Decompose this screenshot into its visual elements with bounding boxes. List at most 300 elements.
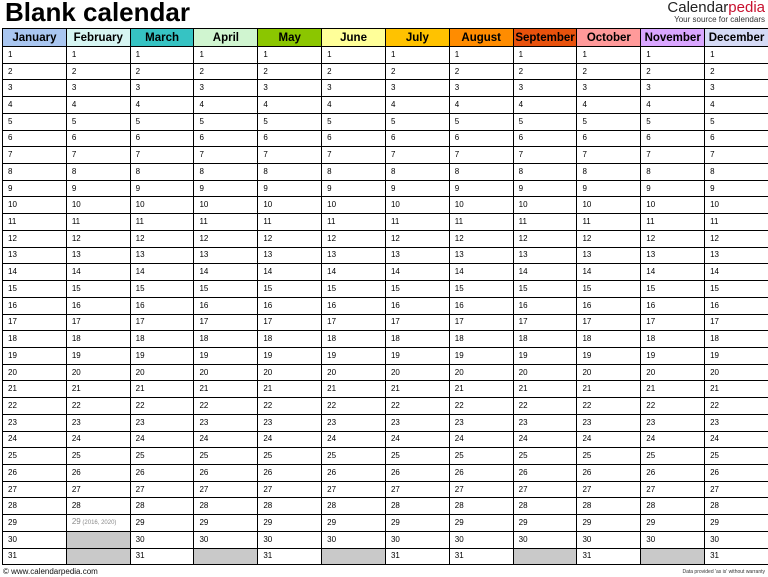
day-cell: 22 [258, 398, 322, 415]
empty-day-cell [66, 548, 130, 565]
day-cell: 23 [577, 414, 641, 431]
day-cell: 4 [194, 97, 258, 114]
day-cell: 11 [513, 214, 577, 231]
day-cell: 17 [577, 314, 641, 331]
day-cell: 2 [577, 63, 641, 80]
day-cell: 20 [513, 364, 577, 381]
day-cell: 19 [705, 347, 768, 364]
day-cell: 1 [194, 47, 258, 64]
page-title: Blank calendar [5, 0, 190, 27]
day-cell: 17 [66, 314, 130, 331]
day-cell: 28 [385, 498, 449, 515]
day-cell: 25 [66, 448, 130, 465]
table-row [3, 381, 768, 398]
day-cell: 16 [322, 297, 386, 314]
day-cell: 20 [194, 364, 258, 381]
day-cell: 2 [385, 63, 449, 80]
day-cell: 28 [3, 498, 67, 515]
day-cell: 25 [322, 448, 386, 465]
day-cell: 22 [3, 398, 67, 415]
day-cell: 31 [705, 548, 768, 565]
day-cell: 6 [577, 130, 641, 147]
day-cell: 2 [3, 63, 67, 80]
day-cell: 7 [641, 147, 705, 164]
day-cell: 30 [258, 531, 322, 548]
day-cell: 25 [577, 448, 641, 465]
day-cell: 22 [449, 398, 513, 415]
calendar-body [3, 47, 768, 565]
day-cell: 9 [194, 180, 258, 197]
day-cell: 17 [385, 314, 449, 331]
day-cell: 12 [194, 230, 258, 247]
day-cell: 10 [641, 197, 705, 214]
table-row [3, 63, 768, 80]
day-cell: 3 [577, 80, 641, 97]
day-cell: 29 [577, 515, 641, 532]
day-cell: 25 [194, 448, 258, 465]
day-cell: 6 [385, 130, 449, 147]
day-cell: 26 [449, 464, 513, 481]
day-cell: 22 [705, 398, 768, 415]
table-row [3, 113, 768, 130]
day-cell: 18 [577, 331, 641, 348]
day-cell: 3 [705, 80, 768, 97]
day-cell: 25 [258, 448, 322, 465]
day-cell: 12 [3, 230, 67, 247]
day-cell: 19 [385, 347, 449, 364]
day-cell: 25 [705, 448, 768, 465]
day-cell: 20 [385, 364, 449, 381]
day-cell: 18 [322, 331, 386, 348]
day-cell: 5 [449, 113, 513, 130]
day-cell: 23 [513, 414, 577, 431]
day-cell: 27 [705, 481, 768, 498]
day-cell: 22 [513, 398, 577, 415]
day-cell: 15 [705, 281, 768, 298]
day-cell: 7 [322, 147, 386, 164]
day-cell: 5 [194, 113, 258, 130]
day-cell: 7 [513, 147, 577, 164]
day-cell: 15 [513, 281, 577, 298]
day-cell: 7 [577, 147, 641, 164]
day-cell: 6 [513, 130, 577, 147]
leap-year-note: (2016, 2020) [80, 520, 117, 527]
day-cell: 3 [385, 80, 449, 97]
day-cell: 5 [3, 113, 67, 130]
day-cell: 5 [130, 113, 194, 130]
day-cell: 9 [705, 180, 768, 197]
day-cell: 22 [322, 398, 386, 415]
day-cell: 19 [513, 347, 577, 364]
day-cell: 19 [194, 347, 258, 364]
calendar-table [2, 28, 768, 565]
day-cell: 14 [577, 264, 641, 281]
day-cell: 23 [194, 414, 258, 431]
day-cell: 12 [385, 230, 449, 247]
day-cell: 4 [258, 97, 322, 114]
table-row [3, 164, 768, 181]
day-cell: 4 [705, 97, 768, 114]
day-cell: 17 [449, 314, 513, 331]
day-cell: 14 [449, 264, 513, 281]
table-row [3, 331, 768, 348]
day-cell: 28 [513, 498, 577, 515]
day-cell: 23 [641, 414, 705, 431]
day-cell: 2 [513, 63, 577, 80]
day-cell: 3 [3, 80, 67, 97]
table-row [3, 80, 768, 97]
day-cell: 19 [322, 347, 386, 364]
day-cell: 20 [322, 364, 386, 381]
brand-logo[interactable] [667, 0, 765, 25]
day-cell: 15 [194, 281, 258, 298]
day-cell: 28 [641, 498, 705, 515]
day-cell: 9 [513, 180, 577, 197]
month-header-july: July [385, 29, 449, 47]
day-cell: 14 [322, 264, 386, 281]
day-cell: 8 [641, 164, 705, 181]
day-cell: 21 [194, 381, 258, 398]
day-cell: 10 [194, 197, 258, 214]
day-cell: 1 [322, 47, 386, 64]
day-cell: 27 [577, 481, 641, 498]
day-cell: 6 [258, 130, 322, 147]
day-cell: 30 [641, 531, 705, 548]
day-cell: 4 [385, 97, 449, 114]
day-cell: 24 [513, 431, 577, 448]
day-cell: 17 [641, 314, 705, 331]
day-cell: 17 [130, 314, 194, 331]
day-cell: 1 [641, 47, 705, 64]
day-cell: 3 [66, 80, 130, 97]
day-cell: 21 [449, 381, 513, 398]
day-cell: 30 [705, 531, 768, 548]
day-cell: 4 [513, 97, 577, 114]
month-header-january: January [3, 29, 67, 47]
day-cell: 28 [705, 498, 768, 515]
table-row [3, 364, 768, 381]
day-cell: 21 [258, 381, 322, 398]
day-cell: 6 [130, 130, 194, 147]
day-cell: 10 [66, 197, 130, 214]
day-cell: 13 [641, 247, 705, 264]
day-cell: 1 [449, 47, 513, 64]
day-cell: 29 [322, 515, 386, 532]
day-cell: 21 [513, 381, 577, 398]
day-cell: 25 [641, 448, 705, 465]
table-row [3, 531, 768, 548]
day-cell: 9 [3, 180, 67, 197]
day-cell: 4 [641, 97, 705, 114]
day-cell: 7 [705, 147, 768, 164]
day-cell: 16 [258, 297, 322, 314]
day-cell: 2 [66, 63, 130, 80]
day-cell: 1 [577, 47, 641, 64]
day-cell: 13 [449, 247, 513, 264]
day-cell: 15 [322, 281, 386, 298]
day-cell: 5 [66, 113, 130, 130]
day-cell: 6 [3, 130, 67, 147]
day-cell: 9 [322, 180, 386, 197]
day-cell: 8 [705, 164, 768, 181]
empty-day-cell [194, 548, 258, 565]
month-header-october: October [577, 29, 641, 47]
day-cell: 25 [385, 448, 449, 465]
day-cell: 29 (2016, 2020) [66, 515, 130, 532]
day-cell: 20 [3, 364, 67, 381]
day-cell: 19 [258, 347, 322, 364]
day-cell: 30 [322, 531, 386, 548]
day-cell: 23 [66, 414, 130, 431]
day-cell: 12 [322, 230, 386, 247]
day-cell: 9 [66, 180, 130, 197]
day-cell: 16 [705, 297, 768, 314]
day-cell: 13 [3, 247, 67, 264]
day-cell: 7 [3, 147, 67, 164]
day-cell: 30 [385, 531, 449, 548]
month-header-november: November [641, 29, 705, 47]
day-cell: 27 [322, 481, 386, 498]
day-cell: 23 [322, 414, 386, 431]
day-cell: 1 [513, 47, 577, 64]
day-cell: 28 [322, 498, 386, 515]
day-cell: 28 [449, 498, 513, 515]
day-cell: 18 [3, 331, 67, 348]
day-cell: 16 [449, 297, 513, 314]
day-cell: 27 [194, 481, 258, 498]
day-cell: 1 [705, 47, 768, 64]
table-row [3, 214, 768, 231]
day-cell: 23 [130, 414, 194, 431]
day-cell: 13 [385, 247, 449, 264]
day-cell: 4 [322, 97, 386, 114]
day-cell: 11 [705, 214, 768, 231]
day-cell: 27 [513, 481, 577, 498]
day-cell: 23 [3, 414, 67, 431]
day-cell: 22 [66, 398, 130, 415]
day-cell: 6 [66, 130, 130, 147]
day-cell: 21 [385, 381, 449, 398]
table-row [3, 314, 768, 331]
day-cell: 30 [513, 531, 577, 548]
day-cell: 25 [513, 448, 577, 465]
day-cell: 2 [194, 63, 258, 80]
day-cell: 20 [258, 364, 322, 381]
day-cell: 7 [194, 147, 258, 164]
day-cell: 17 [513, 314, 577, 331]
day-cell: 2 [641, 63, 705, 80]
table-row [3, 264, 768, 281]
day-cell: 19 [66, 347, 130, 364]
empty-day-cell [66, 531, 130, 548]
day-cell: 24 [130, 431, 194, 448]
day-cell: 28 [258, 498, 322, 515]
table-row [3, 247, 768, 264]
day-cell: 15 [449, 281, 513, 298]
day-cell: 15 [641, 281, 705, 298]
day-cell: 21 [66, 381, 130, 398]
day-cell: 18 [449, 331, 513, 348]
day-cell: 6 [322, 130, 386, 147]
table-row [3, 281, 768, 298]
day-cell: 15 [385, 281, 449, 298]
day-cell: 1 [3, 47, 67, 64]
brand-tagline: Your source for calendars [674, 15, 765, 24]
day-cell: 26 [130, 464, 194, 481]
day-cell: 31 [130, 548, 194, 565]
brand-name [667, 0, 765, 15]
day-cell: 3 [322, 80, 386, 97]
table-row [3, 180, 768, 197]
table-row [3, 548, 768, 565]
day-cell: 13 [705, 247, 768, 264]
day-cell: 25 [3, 448, 67, 465]
day-cell: 27 [3, 481, 67, 498]
table-row [3, 398, 768, 415]
day-cell: 30 [3, 531, 67, 548]
day-cell: 6 [705, 130, 768, 147]
empty-day-cell [641, 548, 705, 565]
day-cell: 27 [385, 481, 449, 498]
day-cell: 22 [577, 398, 641, 415]
day-cell: 30 [449, 531, 513, 548]
day-cell: 9 [577, 180, 641, 197]
day-cell: 5 [641, 113, 705, 130]
table-row [3, 97, 768, 114]
day-cell: 24 [194, 431, 258, 448]
day-cell: 6 [641, 130, 705, 147]
day-cell: 18 [130, 331, 194, 348]
day-cell: 15 [3, 281, 67, 298]
day-cell: 5 [513, 113, 577, 130]
day-cell: 3 [449, 80, 513, 97]
table-row [3, 498, 768, 515]
day-cell: 16 [194, 297, 258, 314]
day-cell: 29 [705, 515, 768, 532]
day-cell: 7 [130, 147, 194, 164]
day-cell: 4 [577, 97, 641, 114]
month-header-february: February [66, 29, 130, 47]
day-cell: 26 [577, 464, 641, 481]
day-cell: 12 [130, 230, 194, 247]
day-cell: 11 [3, 214, 67, 231]
day-cell: 14 [705, 264, 768, 281]
day-cell: 14 [194, 264, 258, 281]
day-cell: 20 [66, 364, 130, 381]
day-cell: 18 [385, 331, 449, 348]
day-cell: 3 [641, 80, 705, 97]
day-cell: 14 [641, 264, 705, 281]
day-cell: 6 [194, 130, 258, 147]
day-cell: 8 [513, 164, 577, 181]
day-cell: 20 [130, 364, 194, 381]
day-cell: 30 [577, 531, 641, 548]
day-cell: 2 [705, 63, 768, 80]
brand-name-part2: pedia [728, 0, 765, 16]
day-cell: 30 [130, 531, 194, 548]
day-cell: 3 [513, 80, 577, 97]
day-cell: 16 [641, 297, 705, 314]
day-cell: 10 [449, 197, 513, 214]
day-cell: 14 [258, 264, 322, 281]
day-cell: 14 [130, 264, 194, 281]
day-cell: 15 [130, 281, 194, 298]
day-cell: 24 [641, 431, 705, 448]
day-cell: 28 [130, 498, 194, 515]
table-row [3, 448, 768, 465]
day-cell: 8 [577, 164, 641, 181]
day-cell: 21 [130, 381, 194, 398]
day-cell: 5 [705, 113, 768, 130]
day-cell: 16 [513, 297, 577, 314]
day-cell: 11 [449, 214, 513, 231]
day-cell: 10 [513, 197, 577, 214]
day-cell: 14 [66, 264, 130, 281]
day-cell: 29 [513, 515, 577, 532]
day-cell: 12 [705, 230, 768, 247]
day-cell: 18 [705, 331, 768, 348]
day-cell: 5 [577, 113, 641, 130]
day-cell: 21 [3, 381, 67, 398]
day-cell: 4 [66, 97, 130, 114]
day-cell: 5 [258, 113, 322, 130]
day-cell: 13 [194, 247, 258, 264]
day-cell: 18 [194, 331, 258, 348]
day-cell: 22 [130, 398, 194, 415]
day-cell: 13 [66, 247, 130, 264]
table-row [3, 481, 768, 498]
day-cell: 20 [577, 364, 641, 381]
day-cell: 26 [322, 464, 386, 481]
day-cell: 7 [449, 147, 513, 164]
day-cell: 12 [641, 230, 705, 247]
day-cell: 9 [258, 180, 322, 197]
day-cell: 18 [513, 331, 577, 348]
day-cell: 25 [130, 448, 194, 465]
day-cell: 26 [385, 464, 449, 481]
day-cell: 17 [3, 314, 67, 331]
month-header-august: August [449, 29, 513, 47]
table-row [3, 414, 768, 431]
day-cell: 8 [3, 164, 67, 181]
day-cell: 27 [66, 481, 130, 498]
table-row [3, 197, 768, 214]
day-cell: 16 [130, 297, 194, 314]
day-cell: 29 [449, 515, 513, 532]
day-cell: 26 [705, 464, 768, 481]
table-row [3, 297, 768, 314]
day-cell: 10 [258, 197, 322, 214]
day-cell: 13 [322, 247, 386, 264]
day-cell: 5 [322, 113, 386, 130]
month-header-march: March [130, 29, 194, 47]
day-cell: 31 [385, 548, 449, 565]
day-cell: 24 [577, 431, 641, 448]
day-cell: 5 [385, 113, 449, 130]
day-cell: 8 [194, 164, 258, 181]
day-cell: 23 [258, 414, 322, 431]
day-cell: 13 [130, 247, 194, 264]
day-cell: 19 [577, 347, 641, 364]
table-row [3, 347, 768, 364]
footer-copyright[interactable]: © www.calendarpedia.com [3, 567, 98, 576]
table-row [3, 47, 768, 64]
day-cell: 12 [577, 230, 641, 247]
day-cell: 24 [66, 431, 130, 448]
day-cell: 9 [449, 180, 513, 197]
day-cell: 26 [66, 464, 130, 481]
day-cell: 18 [641, 331, 705, 348]
